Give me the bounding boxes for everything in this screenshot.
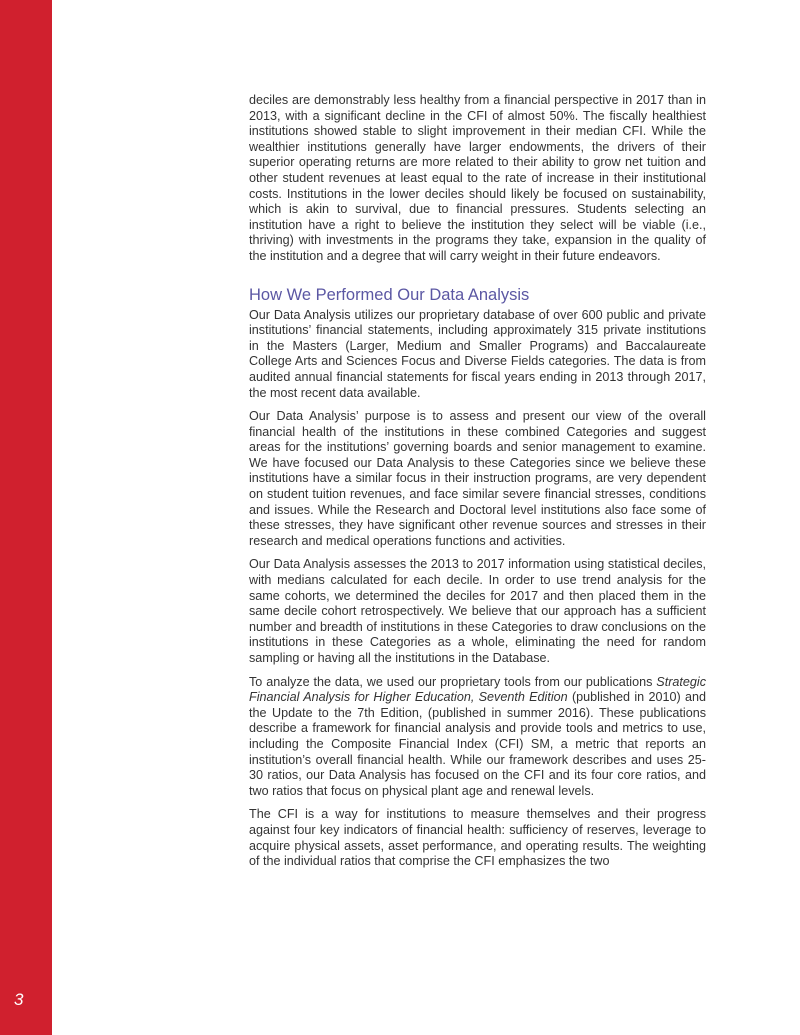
paragraph-4-end: (published in 2010) and the Update to the 7th Edition, (published in summer 2016). These publications describe a framework for financial analysis and provide tools and metrics to use, including the Composite Financial Index (CFI) SM, a metric that reports an institution’s overall financial health. While our framework describes and uses 25-30 ratios, our Data Analysis has focused on the CFI and its four core ratios, and two ratios that focus on physical plant age and renewal levels. — [249, 690, 706, 798]
paragraph-5: The CFI is a way for institutions to measure themselves and their progress against four key indicators of financial health: sufficiency of reserves, leverage to acquire physical assets, asset performance, and operating results. The weighting of the individual ratios that comprise the CFI emphasizes the two — [249, 807, 706, 869]
publication-title: Strategic Financial Analysis for Higher Education, Seventh Edition — [249, 674, 706, 705]
section-heading: How We Performed Our Data Analysis — [249, 285, 530, 304]
intro-paragraph: deciles are demonstrably less healthy from a financial perspective in 2017 than in 2013, with a significant decline in the CFI of almost 50%. The fiscally healthiest institutions showed stable to slight improvement in their median CFI. While the wealthier institutions generally have larger endowments, the drivers of their superior operating returns are more related to their ability to grow net tuition and other student revenues at least equal to the rate of increase in their institutional costs. Institutions in the lower deciles should likely be focused on sustainability, which is akin to survival, due to financial pressures. Students selecting an institution have a right to believe the institution they select will be viable (i.e., thriving) with investments in the programs they take, expansion in the quality of the institution and a degree that will carry weight in their future endeavors. — [249, 93, 706, 263]
body-text — [249, 93, 706, 878]
paragraph-4 — [249, 675, 706, 800]
paragraph-3: Our Data Analysis assesses the 2013 to 2017 information using statistical deciles, with medians calculated for each decile. In order to use trend analysis for the same cohorts, we determined the deciles for 2017 and then placed them in the same decile cohort retrospectively. We believe that our approach has a sufficient number and breadth of institutions in these Categories to draw conclusions on the institutions in these Categories as a whole, eliminating the need for random sampling or having all the institutions in the Database. — [249, 557, 706, 665]
paragraph-1: Our Data Analysis utilizes our proprietary database of over 600 public and private institutions’ financial statements, including approximately 315 private institutions in the Masters (Larger, Medium and Smaller Programs) and Baccalaureate College Arts and Sciences Focus and Diverse Fields categories. The data is from audited annual financial statements for fiscal years ending in 2013 through 2017, the most recent data available. — [249, 307, 706, 400]
paragraph-2: Our Data Analysis’ purpose is to assess and present our view of the overall financial health of the institutions in these combined Categories and suggest areas for the institutions’ governing boards and senior management to examine. We have focused our Data Analysis to these Categories since we believe these institutions have a similar focus in their instruction programs, are very dependent on student tuition revenues, and face similar severe financial stresses, conditions and issues. While the Research and Doctoral level institutions also face some of these stresses, they have significant other revenue sources and stresses in their research and medical operations functions and activities. — [249, 409, 706, 548]
red-sidebar — [0, 0, 52, 1035]
paragraph-4-start: To analyze the data, we used our proprietary tools from our publications — [249, 674, 657, 689]
page-number: 3 — [14, 990, 24, 1009]
